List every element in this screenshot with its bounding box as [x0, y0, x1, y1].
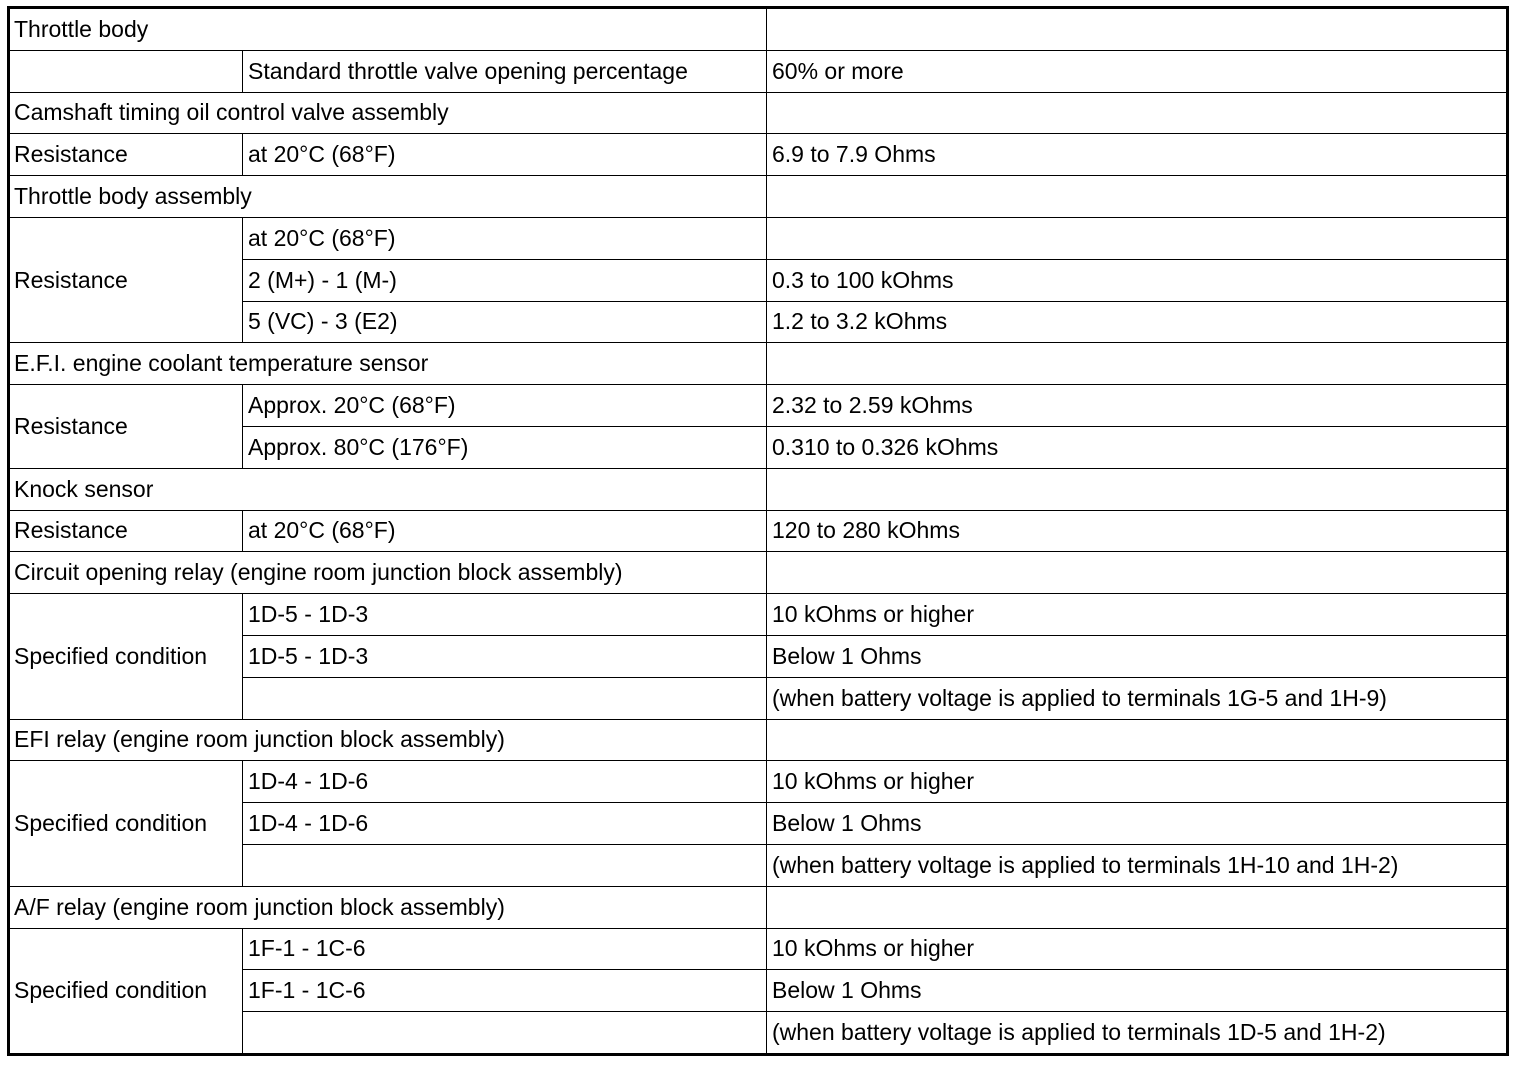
section-header-row [9, 176, 1508, 218]
section-value-cell [767, 468, 1508, 510]
parameter-label: Resistance [9, 217, 243, 342]
condition-cell: 2 (M+) - 1 (M-) [243, 259, 767, 301]
section-title: Camshaft timing oil control valve assembly [9, 92, 767, 134]
section-title: EFI relay (engine room junction block assembly) [9, 719, 767, 761]
condition-cell: Standard throttle valve opening percentage [243, 50, 767, 92]
section-value-cell [767, 92, 1508, 134]
specification-value: 2.32 to 2.59 kOhms [767, 385, 1508, 427]
specification-table [7, 6, 1509, 1056]
section-title: Circuit opening relay (engine room junction block assembly) [9, 552, 767, 594]
table-row [9, 594, 1508, 636]
section-header-row [9, 719, 1508, 761]
condition-cell [243, 677, 767, 719]
condition-cell: 5 (VC) - 3 (E2) [243, 301, 767, 343]
parameter-label [9, 50, 243, 92]
section-title: A/F relay (engine room junction block assembly) [9, 886, 767, 928]
section-header-row [9, 552, 1508, 594]
specification-value: 10 kOhms or higher [767, 928, 1508, 970]
parameter-label: Specified condition [9, 761, 243, 886]
parameter-label: Specified condition [9, 928, 243, 1054]
condition-cell: 1D-4 - 1D-6 [243, 803, 767, 845]
section-header-row [9, 886, 1508, 928]
section-value-cell [767, 343, 1508, 385]
specification-value: 6.9 to 7.9 Ohms [767, 134, 1508, 176]
section-title: Throttle body [9, 8, 767, 51]
section-header-row [9, 468, 1508, 510]
section-header-row [9, 343, 1508, 385]
condition-cell: 1D-4 - 1D-6 [243, 761, 767, 803]
condition-cell: Approx. 20°C (68°F) [243, 385, 767, 427]
specification-value: 10 kOhms or higher [767, 594, 1508, 636]
table-row [9, 761, 1508, 803]
specification-value: 1.2 to 3.2 kOhms [767, 301, 1508, 343]
section-value-cell [767, 719, 1508, 761]
specification-value: 0.3 to 100 kOhms [767, 259, 1508, 301]
section-title: Knock sensor [9, 468, 767, 510]
table-row [9, 50, 1508, 92]
parameter-label: Resistance [9, 134, 243, 176]
condition-cell: 1D-5 - 1D-3 [243, 594, 767, 636]
condition-cell: at 20°C (68°F) [243, 134, 767, 176]
table-row [9, 510, 1508, 552]
table-row [9, 385, 1508, 427]
specification-value: (when battery voltage is applied to terminals 1G-5 and 1H-9) [767, 677, 1508, 719]
section-header-row [9, 92, 1508, 134]
section-value-cell [767, 552, 1508, 594]
parameter-label: Specified condition [9, 594, 243, 719]
condition-cell: 1D-5 - 1D-3 [243, 635, 767, 677]
condition-cell [243, 1012, 767, 1055]
condition-cell: at 20°C (68°F) [243, 217, 767, 259]
condition-cell: Approx. 80°C (176°F) [243, 426, 767, 468]
condition-cell: 1F-1 - 1C-6 [243, 928, 767, 970]
section-header-row [9, 8, 1508, 51]
specification-value: Below 1 Ohms [767, 635, 1508, 677]
specification-table-body [9, 8, 1508, 1055]
condition-cell [243, 844, 767, 886]
section-title: E.F.I. engine coolant temperature sensor [9, 343, 767, 385]
specification-value: (when battery voltage is applied to terminals 1H-10 and 1H-2) [767, 844, 1508, 886]
section-value-cell [767, 176, 1508, 218]
specification-value: 120 to 280 kOhms [767, 510, 1508, 552]
specification-value: 10 kOhms or higher [767, 761, 1508, 803]
specification-value [767, 217, 1508, 259]
parameter-label: Resistance [9, 510, 243, 552]
parameter-label: Resistance [9, 385, 243, 469]
specification-value: 0.310 to 0.326 kOhms [767, 426, 1508, 468]
specification-value: Below 1 Ohms [767, 803, 1508, 845]
table-row [9, 217, 1508, 259]
table-row [9, 928, 1508, 970]
condition-cell: 1F-1 - 1C-6 [243, 970, 767, 1012]
section-value-cell [767, 8, 1508, 51]
section-value-cell [767, 886, 1508, 928]
specification-value: Below 1 Ohms [767, 970, 1508, 1012]
specification-value: (when battery voltage is applied to terminals 1D-5 and 1H-2) [767, 1012, 1508, 1055]
specification-value: 60% or more [767, 50, 1508, 92]
condition-cell: at 20°C (68°F) [243, 510, 767, 552]
table-row [9, 134, 1508, 176]
section-title: Throttle body assembly [9, 176, 767, 218]
